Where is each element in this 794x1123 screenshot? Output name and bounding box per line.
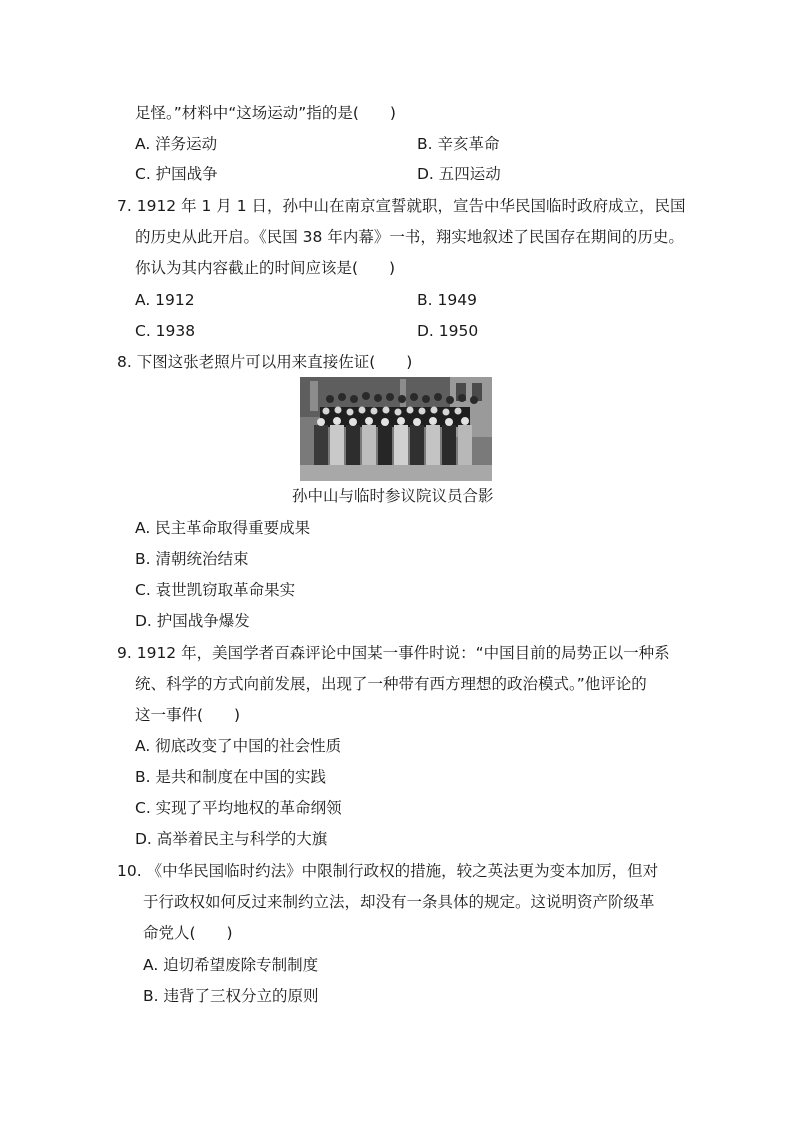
q6-stem-tail: 足怪。”材料中“这场运动”指的是( ) — [135, 104, 396, 122]
q7-option-b: B. 1949 — [417, 291, 477, 309]
q9-stem-line-1: 9. 1912 年，美国学者百森评论中国某一事件时说：“中国目前的局势正以一种系 — [117, 644, 670, 662]
q9-option-b: B. 是共和制度在中国的实践 — [135, 768, 326, 786]
q7-option-a: A. 1912 — [135, 291, 195, 309]
q10-stem-line-2: 于行政权如何反过来制约立法，却没有一条具体的规定。这说明资产阶级革 — [143, 893, 655, 911]
q6-option-a: A. 洋务运动 — [135, 135, 218, 153]
q10-stem-line-1: 10. 《中华民国临时约法》中限制行政权的措施，较之英法更为变本加厉，但对 — [117, 862, 659, 880]
q8-option-c: C. 袁世凯窃取革命果实 — [135, 581, 296, 599]
q8-option-a: A. 民主革命取得重要成果 — [135, 519, 311, 537]
q9-stem-line-2: 统、科学的方式向前发展，出现了一种带有西方理想的政治模式。”他评论的 — [135, 675, 647, 693]
q10-stem-line-3: 命党人( ) — [143, 924, 233, 942]
group-photo-illustration — [300, 377, 492, 481]
q9-option-c: C. 实现了平均地权的革命纲领 — [135, 799, 342, 817]
q8-stem: 8. 下图这张老照片可以用来直接佐证( ) — [117, 353, 413, 371]
q6-option-c: C. 护国战争 — [135, 165, 218, 183]
q6-option-d: D. 五四运动 — [417, 165, 501, 183]
q7-stem-line-3: 你认为其内容截止的时间应该是( ) — [135, 259, 396, 277]
q8-option-d: D. 护国战争爆发 — [135, 612, 250, 630]
q9-option-d: D. 高举着民主与科学的大旗 — [135, 830, 328, 848]
q8-option-b: B. 清朝统治结束 — [135, 550, 249, 568]
q10-option-a: A. 迫切希望废除专制制度 — [143, 956, 319, 974]
photo-caption: 孙中山与临时参议院议员合影 — [292, 487, 494, 505]
q9-stem-line-3: 这一事件( ) — [135, 706, 241, 724]
q7-option-d: D. 1950 — [417, 322, 479, 340]
q7-stem-line-1: 7. 1912 年 1 月 1 日，孙中山在南京宣誓就职，宣告中华民国临时政府成立，民国 — [117, 197, 686, 215]
q10-option-b: B. 违背了三权分立的原则 — [143, 987, 319, 1005]
q9-option-a: A. 彻底改变了中国的社会性质 — [135, 737, 342, 755]
q6-option-b: B. 辛亥革命 — [417, 135, 500, 153]
q7-option-c: C. 1938 — [135, 322, 196, 340]
group-photo — [300, 377, 492, 481]
q7-stem-line-2: 的历史从此开启。《民国 38 年内幕》一书，翔实地叙述了民国存在期间的历史。 — [135, 228, 684, 246]
